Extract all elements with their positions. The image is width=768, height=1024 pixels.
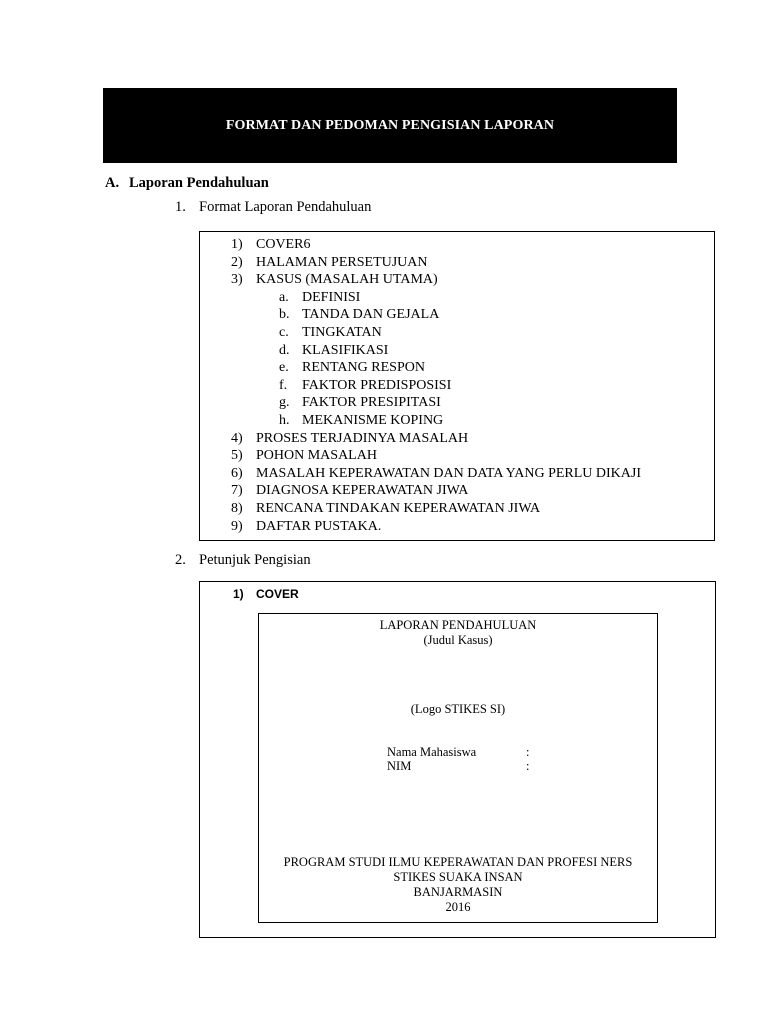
section-a-label: A. [105,175,120,191]
list-subitem-letter: h. [279,412,290,428]
cover-label-text: COVER [256,587,299,601]
cover-page-preview [258,613,658,923]
list-subitem-letter: e. [279,360,289,376]
list-item-number: 6) [231,465,243,481]
list-subitem [231,324,641,342]
list-subitem-letter: a. [279,289,289,305]
subsection-2-text: Petunjuk Pengisian [199,552,311,568]
list-item-number: 1) [231,237,243,252]
list-item-number: 3) [231,272,243,288]
cover-program: PROGRAM STUDI ILMU KEPERAWATAN DAN PROFESI NERS [283,855,633,869]
cover-logo-placeholder: (Logo STIKES SI) [410,702,506,716]
list-item-text: DIAGNOSA KEPERAWATAN JIWA [256,483,469,499]
list-item [231,447,641,465]
cover-name-field [387,745,530,760]
cover-number: 1) [233,587,244,601]
list-item-number: 4) [231,430,243,446]
list-subitem-text: KLASIFIKASI [302,342,389,358]
cover-year: 2016 [445,900,471,914]
list-subitem [231,306,641,324]
list-item [231,254,641,272]
list-subitem [231,342,641,360]
list-item-number: 9) [231,518,243,534]
list-item-text: KASUS (MASALAH UTAMA) [256,272,438,288]
cover-subheading: (Judul Kasus) [423,633,493,647]
subsection-1-text: Format Laporan Pendahuluan [199,199,372,215]
list-subitem-letter: c. [279,324,289,340]
list-item-text: HALAMAN PERSETUJUAN [256,254,428,270]
format-list [231,236,641,535]
list-item-number: 7) [231,483,243,499]
list-item-text: COVER6 [256,237,311,252]
list-subitem-text: RENTANG RESPON [302,360,425,376]
list-subitem-text: FAKTOR PREDISPOSISI [302,377,452,393]
cover-name-colon: : [526,745,530,759]
list-item [231,500,641,518]
list-item [231,430,641,448]
list-item-text: PROSES TERJADINYA MASALAH [256,430,469,446]
list-subitem-text: FAKTOR PRESIPITASI [302,395,441,411]
list-subitem [231,394,641,412]
list-subitem-text: TINGKATAN [302,324,382,340]
document-title-banner [103,88,677,163]
list-subitem-text: DEFINISI [302,289,361,305]
list-subitem-letter: d. [279,342,290,358]
list-item [231,465,641,483]
subsection-2-number: 2. [175,552,186,568]
list-item [231,482,641,500]
cover-nim-label: NIM [387,759,412,773]
cover-heading: LAPORAN PENDAHULUAN [379,618,537,632]
list-item [231,236,641,254]
list-item-text: RENCANA TINDAKAN KEPERAWATAN JIWA [256,500,541,516]
cover-school: STIKES SUAKA INSAN [393,870,523,884]
list-item-number: 2) [231,254,243,270]
list-subitem-letter: b. [279,307,290,323]
list-item-number: 5) [231,448,243,464]
list-subitem [231,412,641,430]
cover-label [233,587,299,601]
list-subitem-text: TANDA DAN GEJALA [302,307,440,323]
cover-city: BANJARMASIN [413,885,503,899]
list-subitem [231,377,641,395]
list-subitem [231,359,641,377]
subsection-2-heading [175,552,311,569]
list-item [231,518,641,536]
list-subitem [231,289,641,307]
list-item-text: MASALAH KEPERAWATAN DAN DATA YANG PERLU DIKAJI [256,465,642,481]
list-item [231,271,641,289]
list-subitem-letter: g. [279,395,290,411]
subsection-1-number: 1. [175,199,186,215]
list-subitem-text: MEKANISME KOPING [302,412,444,428]
section-a-heading [105,175,269,192]
list-subitem-letter: f. [279,377,288,393]
section-a-text: Laporan Pendahuluan [129,175,269,191]
cover-nim-colon: : [526,759,530,773]
document-title: FORMAT DAN PEDOMAN PENGISIAN LAPORAN [225,117,555,133]
cover-name-label: Nama Mahasiswa [387,745,477,759]
list-item-text: POHON MASALAH [256,448,377,464]
list-item-number: 8) [231,500,243,516]
cover-nim-field [387,759,530,774]
subsection-1-heading [175,199,371,216]
list-item-text: DAFTAR PUSTAKA. [256,518,382,534]
